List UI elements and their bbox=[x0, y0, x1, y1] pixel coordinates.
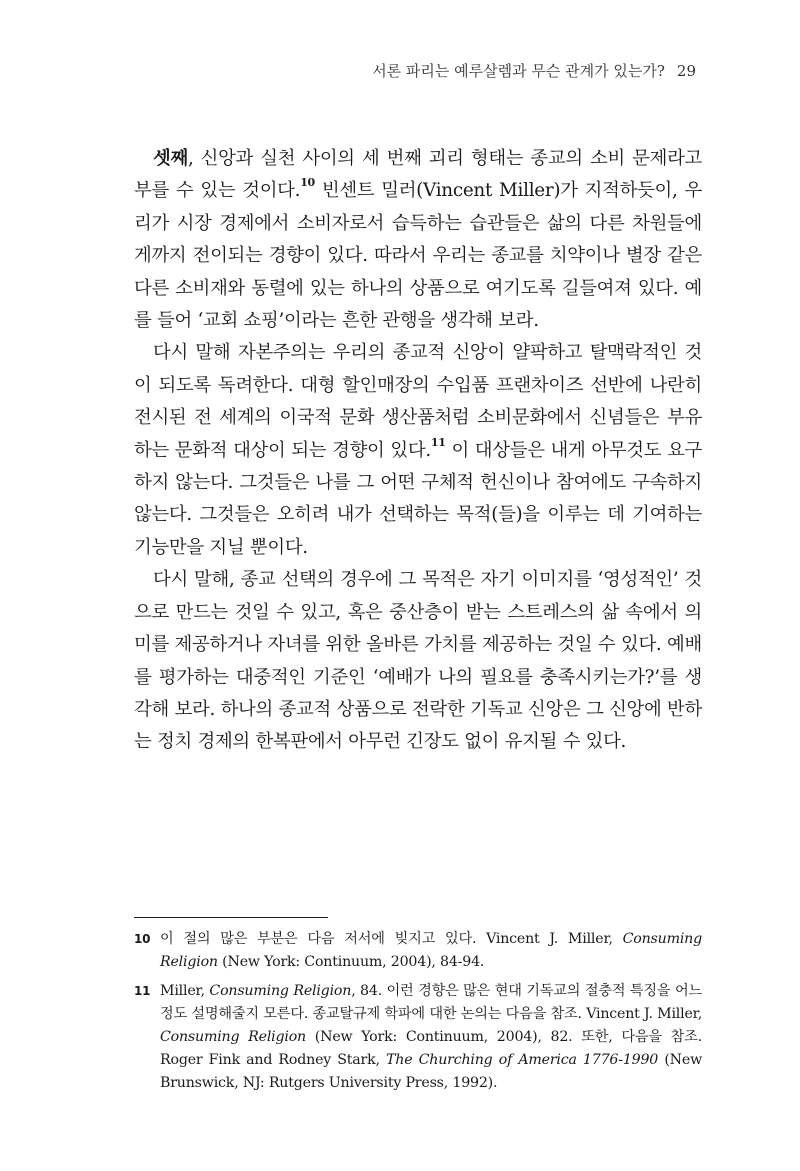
paragraph-text: 다시 말해 자본주의는 우리의 종교적 신앙이 얄팍하고 탈맥락적인 것이 되도록 독려한다. 대형 할인매장의 수입품 프랜차이즈 선반에 나란히 전시된 전 세계의 이국적 문화 생산품처럼 소비문화에서 신념들은 부유하는 문화적 대상이 되는 경향이 있다. bbox=[134, 342, 702, 461]
book-title: Consuming Religion bbox=[209, 983, 352, 999]
chapter-title: 서론 파리는 예루살렘과 무슨 관계가 있는가? bbox=[372, 62, 665, 80]
footnote-text: (New York: Continuum, 2004), 82. 또한, 다음을 참조. Roger Fink and Rodney Stark, bbox=[160, 1029, 702, 1068]
footnote bbox=[134, 928, 702, 974]
paragraph bbox=[134, 337, 702, 564]
book-title: Consuming Religion bbox=[160, 1029, 306, 1045]
body-text bbox=[134, 143, 702, 759]
footnotes bbox=[134, 928, 702, 1101]
paragraph-text: , 신앙과 실천 사이의 세 번째 괴리 형태는 종교의 소비 문제라고 부를 수 있는 것이다. bbox=[134, 148, 702, 202]
paragraph bbox=[134, 143, 702, 337]
paragraph-lead-word: 셋째 bbox=[153, 148, 188, 169]
book-title: The Churching of America 1776-1990 bbox=[386, 1052, 659, 1068]
footnote-text: (New Brunswick, NJ: Rutgers University Press, 1992). bbox=[160, 1052, 703, 1091]
paragraph: 다시 말해, 종교 선택의 경우에 그 목적은 자기 이미지를 ‘영성적인’ 것으로 만드는 것일 수 있고, 혹은 중산층이 받는 스트레스의 삶 속에서 의미를 제공하거나 자녀를 위한 올바른 가치를 제공하는 것일 수 있다. 예배를 평가하는 대중적인 기준인 ‘예배가 나의 필요를 충족시키는가?’를 생각해 보라. 하나의 종교적 상품으로 전락한 기독교 신앙은 그 신앙에 반하는 정치 경제의 한복판에서 아무런 긴장도 없이 유지될 수 있다. bbox=[134, 569, 702, 753]
footnote-text: , 84. 이런 경향은 많은 현대 기독교의 절충적 특징을 어느 정도 설명해줄지 모른다. 종교탈규제 학파에 대한 논의는 다음을 참조. Vincent J. Miller, bbox=[160, 983, 702, 1022]
footnote bbox=[134, 980, 702, 1095]
footnote-number: 10 bbox=[134, 932, 151, 946]
paragraph-text: 이 대상들은 내게 아무것도 요구하지 않는다. 그것들은 나를 그 어떤 구체적 헌신이나 참여에도 구속하지 않는다. 그것들은 오히려 내가 선택하는 목적(들)을 이루는 데 기여하는 기능만을 지닐 뿐이다. bbox=[134, 439, 702, 558]
footnote-ref[interactable]: 10 bbox=[300, 176, 315, 190]
footnote-text: (New York: Continuum, 2004), 84-94. bbox=[217, 954, 485, 970]
book-title: Consuming Religion bbox=[160, 931, 702, 970]
page-number: 29 bbox=[676, 62, 696, 80]
footnote-number: 11 bbox=[134, 984, 151, 998]
footnote-ref[interactable]: 11 bbox=[430, 435, 446, 449]
paragraph-text: 빈센트 밀러(Vincent Miller)가 지적하듯이, 우리가 시장 경제에서 소비자로서 습득하는 습관들은 삶의 다른 차원들에게까지 전이되는 경향이 있다. 따라서 우리는 종교를 치약이나 별장 같은 다른 소비재와 동렬에 있는 하나의 상품으로 여기도록 길들여져 있다. 예를 들어 ‘교회 쇼핑’이라는 흔한 관행을 생각해 보라. bbox=[134, 180, 702, 332]
running-header bbox=[372, 60, 696, 81]
footnote-text: 이 절의 많은 부분은 다음 저서에 빚지고 있다. Vincent J. Miller, bbox=[160, 931, 623, 947]
footnote-text: Miller, bbox=[160, 983, 210, 999]
footnote-divider bbox=[134, 917, 328, 918]
